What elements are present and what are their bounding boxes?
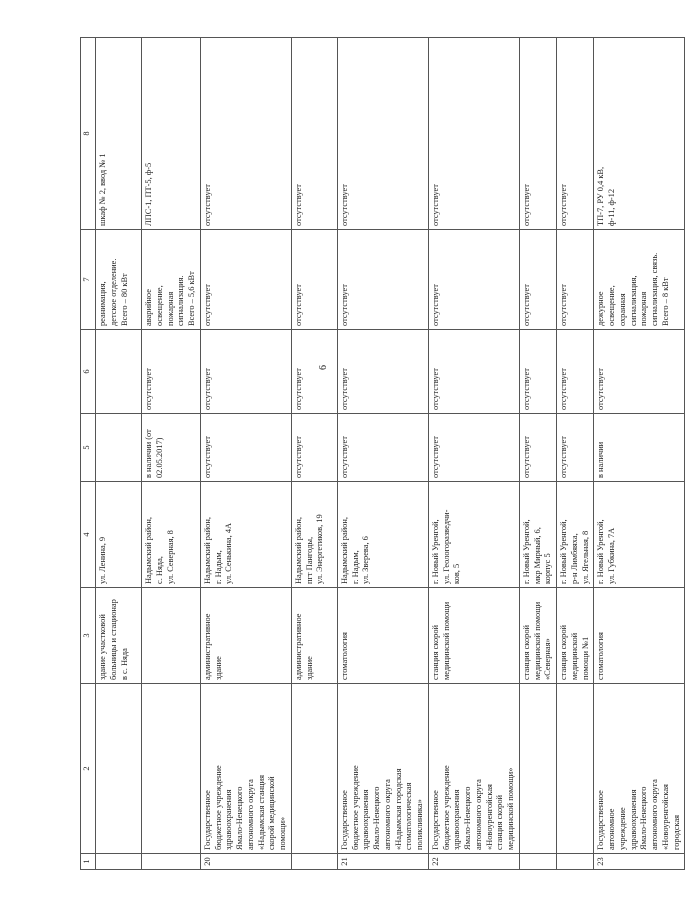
col5-cell (96, 414, 142, 482)
header-cell: 4 (81, 482, 96, 588)
cell-text-line: корпус 5 (543, 553, 553, 584)
cell-text-line: реанимация, (98, 281, 107, 326)
cell-text-line: сигнализация. (176, 275, 186, 326)
cell-text-line: отсутствует (202, 284, 212, 326)
document-table-rotated (80, 38, 681, 870)
cell-text-line: мкр Мирный, 6, (532, 527, 542, 584)
cell-text-line: дежурное (596, 291, 606, 326)
header-cell: 5 (81, 414, 96, 482)
cell-text-line: автономного округа (473, 779, 483, 850)
table-row (337, 38, 428, 870)
cell-text-line: отсутствует (293, 284, 303, 326)
header-cell: 8 (81, 38, 96, 230)
cell-text-line: Государственное (596, 790, 606, 850)
power-source-cell (337, 38, 428, 230)
address-cell (200, 482, 291, 588)
cell-text-line: здание (304, 656, 314, 680)
cell-text-line: в наличии (596, 441, 606, 478)
cell-text-line: пгт Пангоды, (304, 536, 314, 584)
organization-cell (142, 684, 201, 854)
col6-cell (337, 330, 428, 414)
power-source-cell (557, 38, 594, 230)
row-number-cell (142, 854, 201, 870)
power-source-cell (594, 38, 685, 230)
cell-text-line: отсутствует (521, 368, 531, 410)
cell-text-line: городская (671, 814, 681, 850)
cell-text-line: здравоохранения (628, 789, 638, 850)
cell-text-line: отсутствует (202, 436, 212, 478)
power-consumers-cell (337, 230, 428, 330)
organization-cell (557, 684, 594, 854)
cell-text-line: учреждение (617, 807, 627, 850)
cell-text-line: ул. Сенькина, 4А (224, 522, 234, 584)
cell-text-line: Надымский район, (202, 517, 212, 584)
cell-text-line: сигнализация, (628, 275, 638, 326)
col6-cell (594, 330, 685, 414)
col6-cell (291, 330, 337, 414)
cell-text-line: ул. Губкина, 7А (607, 527, 616, 584)
row-number-cell (96, 854, 142, 870)
cell-text-line: Всего – 5,6 кВт (187, 271, 196, 326)
cell-text-line: г. Надым, (350, 550, 360, 584)
cell-text-line: ков, 5 (452, 563, 462, 584)
cell-text-line: скорой медицинской (267, 776, 277, 850)
cell-text-line: медицинской помощи (532, 601, 542, 680)
cell-text-line: отсутствует (521, 436, 531, 478)
power-source-cell (200, 38, 291, 230)
cell-text-line: Всего – 8 кВт (660, 277, 670, 326)
facility-type-cell (557, 588, 594, 684)
power-consumers-cell (428, 230, 519, 330)
cell-text-line: с. Нядa, (154, 556, 164, 584)
cell-text-line: здравоохранения (224, 789, 234, 850)
address-cell (337, 482, 428, 588)
cell-text-line: г. Новый Уренгой, (596, 519, 606, 584)
cell-text-line: отсутствует (430, 284, 440, 326)
cell-text-line: Государственное (202, 790, 212, 850)
power-source-cell (291, 38, 337, 230)
row-number-cell: 21 (337, 854, 428, 870)
table-body (96, 38, 685, 870)
cell-text-line: стоматология (339, 632, 349, 680)
col5-cell (428, 414, 519, 482)
col5-cell (519, 414, 556, 482)
cell-text-line: отсутствует (339, 368, 349, 410)
cell-text-line: автономного округа (650, 779, 659, 850)
table-row (428, 38, 519, 870)
cell-text-line: Ямало-Ненецкого (372, 786, 381, 850)
organization-cell (291, 684, 337, 854)
col6-cell (200, 330, 291, 414)
table-row (557, 38, 594, 870)
power-consumers-cell (291, 230, 337, 330)
cell-text-line: охранная (617, 293, 627, 326)
cell-text-line: автономное (607, 808, 616, 850)
col5-cell (200, 414, 291, 482)
header-cell: 7 (81, 230, 96, 330)
power-consumers-cell (594, 230, 685, 330)
row-number-cell (519, 854, 556, 870)
address-cell (594, 482, 685, 588)
cell-text-line: г. Новый Уренгой, (521, 519, 531, 584)
table-row (200, 38, 291, 870)
cell-text-line: отсутствует (430, 184, 440, 226)
address-cell (291, 482, 337, 588)
power-source-cell (519, 38, 556, 230)
cell-text-line: здание (213, 656, 223, 680)
cell-text-line: административное (202, 613, 212, 680)
cell-text-line: станция скорой (430, 625, 440, 680)
cell-text-line: помощи №1 (580, 636, 590, 680)
col6-cell (519, 330, 556, 414)
facility-type-cell (291, 588, 337, 684)
cell-text-line: шкаф № 2, ввод № 1 (98, 153, 107, 226)
cell-text-line: автономного округа (382, 779, 392, 850)
cell-text-line: отсутствует (293, 368, 303, 410)
organization-cell (337, 684, 428, 854)
cell-text-line: отсутствует (430, 368, 440, 410)
cell-text-line: 02.05.2017) (154, 437, 164, 478)
cell-text-line: больницы и стационар (108, 599, 118, 680)
table-row (594, 38, 685, 870)
col6-cell (428, 330, 519, 414)
row-number-cell (557, 854, 594, 870)
cell-text-line: отсутствует (144, 368, 153, 410)
row-number-cell: 20 (200, 854, 291, 870)
cell-text-line: стоматологическая (404, 782, 414, 850)
address-cell (142, 482, 201, 588)
address-cell (428, 482, 519, 588)
facilities-table (80, 37, 685, 870)
cell-text-line: Ямало-Ненецкого (463, 786, 472, 850)
cell-text-line: стоматология (596, 632, 606, 680)
col5-cell (291, 414, 337, 482)
cell-text-line: ул. Ягельная, 8 (580, 530, 590, 584)
cell-text-line: бюджетное учреждение (213, 765, 223, 850)
cell-text-line: освещение, (154, 285, 164, 326)
cell-text-line: отсутствует (430, 436, 440, 478)
cell-text-line: административное (293, 613, 303, 680)
col5-cell (337, 414, 428, 482)
organization-cell (96, 684, 142, 854)
facility-type-cell (337, 588, 428, 684)
cell-text-line: медицинской помощи (441, 601, 451, 680)
col6-cell (557, 330, 594, 414)
address-cell (96, 482, 142, 588)
cell-text-line: детское отделение. (108, 258, 118, 326)
col6-cell (96, 330, 142, 414)
cell-text-line: ул. Ленина, 9 (98, 536, 107, 584)
power-consumers-cell (96, 230, 142, 330)
cell-text-line: медицинской помощи» (506, 767, 515, 850)
facility-type-cell (519, 588, 556, 684)
cell-text-line: отсутствует (559, 368, 568, 410)
col5-cell (594, 414, 685, 482)
cell-text-line: отсутствует (293, 184, 303, 226)
header-cell: 1 (81, 854, 96, 870)
cell-text-line: «Надымская станция (256, 775, 266, 850)
cell-text-line: станция скорой (495, 795, 505, 850)
cell-text-line: г. Надым, (213, 550, 223, 584)
row-number-cell: 23 (594, 854, 685, 870)
cell-text-line: отсутствует (559, 436, 568, 478)
cell-text-line: пожарная (639, 291, 649, 326)
cell-text-line: в с. Нядa (119, 648, 129, 680)
power-consumers-cell (142, 230, 201, 330)
cell-text-line: отсутствует (339, 184, 349, 226)
power-consumers-cell (557, 230, 594, 330)
cell-text-line: Надымский район, (339, 517, 349, 584)
cell-text-line: Надымский район, (144, 517, 153, 584)
organization-cell (519, 684, 556, 854)
page-number: 6 (318, 365, 329, 370)
cell-text-line: ул. Северная, 8 (165, 530, 175, 584)
facility-type-cell (96, 588, 142, 684)
organization-cell (594, 684, 685, 854)
col5-cell (142, 414, 201, 482)
cell-text-line: отсутствует (596, 368, 606, 410)
cell-text-line: отсутствует (339, 284, 349, 326)
cell-text-line: помощи» (278, 816, 287, 850)
cell-text-line: отсутствует (202, 368, 212, 410)
cell-text-line: станция скорой (559, 625, 568, 680)
cell-text-line: здравоохранения (452, 789, 462, 850)
header-cell: 6 (81, 330, 96, 414)
cell-text-line: сигнализация, связь. (650, 252, 659, 326)
cell-text-line: отсутствует (339, 436, 349, 478)
table-row (519, 38, 556, 870)
cell-text-line: бюджетное учреждение (441, 765, 451, 850)
organization-cell (428, 684, 519, 854)
address-cell (557, 482, 594, 588)
col5-cell (557, 414, 594, 482)
address-cell (519, 482, 556, 588)
cell-text-line: ЛПС-1, ПТ-5, ф-5 (144, 162, 153, 226)
cell-text-line: Ямало-Ненецкого (639, 786, 649, 850)
cell-text-line: р-н Лимбяяха, (569, 533, 579, 584)
cell-text-line: ул. Энергетиков, 19 (315, 514, 325, 584)
organization-cell (200, 684, 291, 854)
power-source-cell (96, 38, 142, 230)
cell-text-line: поликлиника» (415, 799, 424, 850)
cell-text-line: освещение, (607, 285, 616, 326)
cell-text-line: бюджетное учреждение (350, 765, 360, 850)
cell-text-line: здание участковой (98, 614, 107, 680)
cell-text-line: аварийное (144, 289, 153, 326)
row-number-cell (291, 854, 337, 870)
cell-text-line: отсутствует (202, 184, 212, 226)
row-number-cell: 22 (428, 854, 519, 870)
cell-text-line: Государственное (430, 790, 440, 850)
cell-text-line: ф-11, ф-12 (607, 188, 616, 226)
cell-text-line: ул. Зверева, 6 (361, 536, 371, 584)
cell-text-line: «Надымская городская (393, 768, 403, 850)
table-row (96, 38, 142, 870)
cell-text-line: в наличии (от (144, 429, 153, 478)
cell-text-line: автономного округа (245, 779, 255, 850)
power-source-cell (142, 38, 201, 230)
col6-cell (142, 330, 201, 414)
cell-text-line: отсутствует (559, 184, 568, 226)
table-row (142, 38, 201, 870)
cell-text-line: г. Новый Уренгой, (430, 519, 440, 584)
cell-text-line: Государственное (339, 790, 349, 850)
cell-text-line: медицинской (569, 632, 579, 680)
cell-text-line: Всего – 80 кВт (119, 273, 129, 326)
table-row (291, 38, 337, 870)
header-cell: 3 (81, 588, 96, 684)
cell-text-line: г. Новый Уренгой, (559, 519, 568, 584)
cell-text-line: отсутствует (521, 284, 531, 326)
cell-text-line: отсутствует (521, 184, 531, 226)
cell-text-line: отсутствует (559, 284, 568, 326)
cell-text-line: пожарная (165, 291, 175, 326)
cell-text-line: «Новоуренгойская (484, 784, 494, 850)
table-header-row (81, 38, 96, 870)
facility-type-cell (142, 588, 201, 684)
cell-text-line: «Северная» (543, 638, 553, 680)
facility-type-cell (200, 588, 291, 684)
cell-text-line: ул. Геологоразведчи- (441, 509, 451, 584)
power-consumers-cell (519, 230, 556, 330)
cell-text-line: Надымский район, (293, 517, 303, 584)
facility-type-cell (594, 588, 685, 684)
cell-text-line: «Новоуренгойская (660, 784, 670, 850)
header-cell: 2 (81, 684, 96, 854)
power-consumers-cell (200, 230, 291, 330)
cell-text-line: ТП-7, РУ 0,4 кВ, (596, 166, 606, 226)
cell-text-line: Ямало-Ненецкого (235, 786, 244, 850)
cell-text-line: отсутствует (293, 436, 303, 478)
cell-text-line: станция скорой (521, 625, 531, 680)
cell-text-line: здравоохранения (361, 789, 371, 850)
facility-type-cell (428, 588, 519, 684)
power-source-cell (428, 38, 519, 230)
